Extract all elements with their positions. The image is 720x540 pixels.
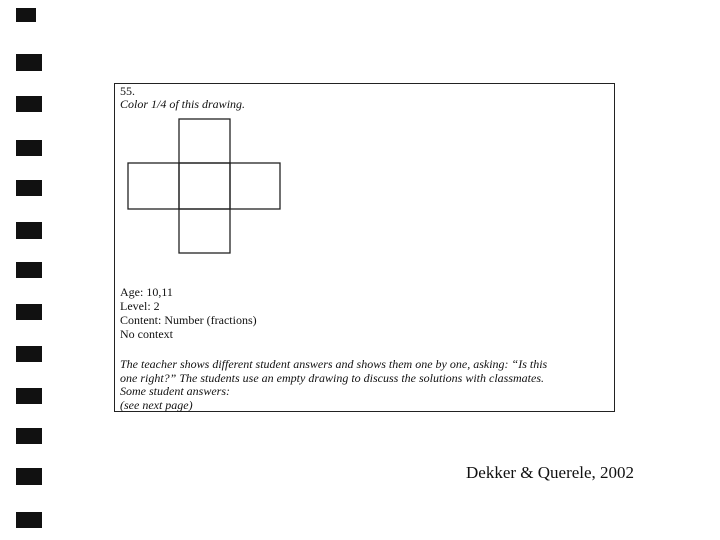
binding-mark [16, 8, 36, 22]
description-line: (see next page) [120, 397, 193, 412]
description-line: The teacher shows different student answers and shows them one by one, asking: “Is this [120, 357, 548, 371]
binding-mark [16, 222, 42, 239]
task-metadata [120, 285, 257, 341]
binding-mark [16, 262, 42, 278]
binding-mark [16, 140, 42, 156]
content-label: Content: Number (fractions) [120, 313, 257, 327]
description-line: one right?” The students use an empty drawing to discuss the solutions with classmates. [120, 370, 545, 385]
binding-mark [16, 468, 42, 485]
binding-marks [0, 0, 60, 540]
cross-square-top [179, 119, 230, 163]
binding-mark [16, 346, 42, 362]
binding-mark [16, 180, 42, 196]
task-number: 55. [120, 84, 135, 98]
age-label: Age: 10,11 [120, 285, 173, 299]
task-card [114, 83, 615, 412]
cross-square-left [128, 163, 179, 209]
binding-mark [16, 304, 42, 320]
binding-mark [16, 512, 42, 528]
binding-mark [16, 428, 42, 444]
context-label: No context [120, 327, 173, 341]
cross-square-center [179, 163, 230, 209]
citation: Dekker & Querele, 2002 [466, 463, 635, 482]
cross-square-bottom [179, 209, 230, 253]
description-line: Some student answers: [120, 384, 230, 398]
binding-mark [16, 54, 42, 71]
binding-mark [16, 388, 42, 404]
task-prompt: Color 1/4 of this drawing. [120, 97, 246, 111]
binding-mark [16, 96, 42, 112]
cross-drawing [127, 118, 281, 254]
cross-square-right [230, 163, 280, 209]
task-description [120, 358, 615, 412]
spiral-binding [0, 0, 60, 540]
level-label: Level: 2 [120, 299, 160, 313]
